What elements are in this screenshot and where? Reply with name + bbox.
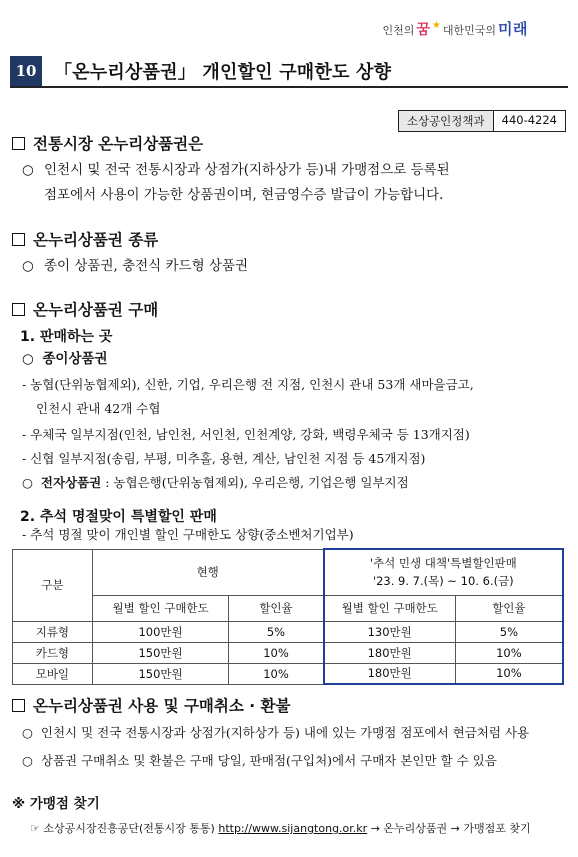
table-cell-new-rate: 5% [455, 621, 563, 642]
table-header-type: 구분 [13, 549, 93, 621]
list-item: - 우체국 일부지점(인천, 남인천, 서인천, 인천계양, 강화, 백령우체국 등 13개지점) [22, 427, 470, 442]
checkbox-square-icon [12, 303, 25, 316]
incheon-slogan-logo [382, 18, 528, 39]
special-header-title: '추석 민생 대책'특별할인판매 [369, 556, 517, 571]
table-row [13, 642, 564, 663]
table-subheader-limit: 월별 할인 구매한도 [92, 595, 229, 621]
paragraph-line: 점포에서 사용이 가능한 상품권이며, 현금영수증 발급이 가능합니다. [44, 187, 444, 203]
table-cell-type: 카드형 [13, 642, 93, 663]
table-cell-type: 모바일 [13, 663, 93, 684]
section-heading-3 [12, 298, 158, 320]
section-heading-1 [12, 132, 203, 154]
special-header-period: '23. 9. 7.(목) ~ 10. 6.(금) [372, 574, 514, 589]
table-cell-type: 지류형 [13, 621, 93, 642]
department-name: 소상공인정책과 [399, 111, 494, 131]
star-icon: ★ [431, 20, 441, 31]
section-heading-text: 온누리상품권 사용 및 구매취소 · 환불 [33, 697, 291, 715]
section-2-item [22, 254, 562, 279]
section-heading-2 [12, 228, 158, 250]
circle-bullet-icon: ○ [22, 753, 33, 768]
pointing-hand-icon: ☞ [30, 822, 40, 835]
section-4-item-2 [22, 750, 567, 772]
section-heading-text: 전통시장 온누리상품권은 [33, 135, 204, 153]
paragraph-line: 인천시 및 전국 전통시장과 상점가(지하상가 등)내 가맹점으로 등록된 [44, 162, 450, 178]
label-text: 종이상품권 [42, 351, 108, 367]
checkbox-square-icon [12, 137, 25, 150]
list-item-text: : 농협은행(단위농협제외), 우리은행, 기업은행 일부지점 [105, 475, 409, 490]
list-item: 종이 상품권, 충전식 카드형 상품권 [44, 258, 249, 274]
table-cell-current-limit: 150만원 [92, 642, 229, 663]
table-cell-current-rate: 10% [229, 663, 324, 684]
section-heading-text: 온누리상품권 종류 [33, 231, 159, 249]
list-item: - 농협(단위농협제외), 신한, 기업, 우리은행 전 지점, 인천시 관내 53개 새마을금고, [22, 377, 474, 392]
table-cell-new-rate: 10% [455, 642, 563, 663]
organization-name: 소상공시장진흥공단(전통시장 통통) [43, 822, 215, 835]
subheading-sales-places: 1. 판매하는 곳 [20, 329, 113, 345]
circle-bullet-icon: ○ [22, 351, 34, 367]
table-cell-current-rate: 10% [229, 642, 324, 663]
table-subheader-rate: 할인율 [455, 595, 563, 621]
section-1-paragraph [22, 158, 562, 208]
section-heading-text: 온누리상품권 구매 [33, 301, 159, 319]
list-item: - 신협 일부지점(송림, 부평, 미추홀, 용현, 계산, 남인천 지점 등 45개지점) [22, 451, 426, 466]
list-item-text: 인천시 및 전국 전통시장과 상점가(지하상가 등) 내에 있는 가맹점 점포에서 현금처럼 사용 [40, 725, 530, 740]
table-cell-new-limit: 180만원 [324, 663, 456, 684]
circle-bullet-icon: ○ [22, 258, 34, 274]
logo-middle: 대한민국의 [442, 24, 497, 37]
table-row [13, 621, 564, 642]
circle-bullet-icon: ○ [22, 725, 33, 740]
logo-prefix: 인천의 [382, 24, 415, 37]
table-subheader-limit: 월별 할인 구매한도 [324, 595, 456, 621]
table-cell-new-limit: 180만원 [324, 642, 456, 663]
special-sale-description: - 추석 명절 맞이 개인별 할인 구매한도 상향(중소벤처기업부) [22, 527, 354, 542]
subheading-special-sale: 2. 추석 명절맞이 특별할인 판매 [20, 509, 217, 525]
department-phone: 440-4224 [501, 113, 557, 127]
logo-kkum: 꿈 [416, 22, 430, 38]
table-header-special [324, 549, 563, 595]
table-cell-current-limit: 100만원 [92, 621, 229, 642]
section-heading-4 [12, 694, 290, 716]
table-cell-current-rate: 5% [229, 621, 324, 642]
store-finder-heading: ※ 가맹점 찾기 [12, 796, 100, 812]
circle-bullet-icon: ○ [22, 475, 33, 490]
paper-voucher-label [22, 348, 567, 370]
checkbox-square-icon [12, 233, 25, 246]
label-text: 전자상품권 [40, 475, 102, 490]
section-4-item-1 [22, 722, 567, 744]
table-header-current: 현행 [92, 549, 323, 595]
checkbox-square-icon [12, 699, 25, 712]
table-cell-new-limit: 130만원 [324, 621, 456, 642]
table-subheader-rate: 할인율 [229, 595, 324, 621]
table-cell-new-rate: 10% [455, 663, 563, 684]
title-bar [10, 56, 568, 88]
circle-bullet-icon: ○ [22, 162, 34, 178]
list-item-text: 인천시 관내 42개 수협 [36, 401, 161, 416]
list-item-continued [22, 398, 567, 420]
store-finder-line [30, 820, 531, 836]
list-item-text: 상품권 구매취소 및 환불은 구매 당일, 판매점(구입처)에서 구매자 본인만 할 수 있음 [40, 753, 497, 768]
section-number: 10 [10, 56, 42, 86]
sijangtong-link[interactable]: http://www.sijangtong.or.kr [218, 822, 368, 835]
table-row [13, 663, 564, 684]
logo-mirae: 미래 [498, 20, 528, 38]
discount-limit-table [12, 548, 564, 685]
navigation-path: → 온누리상품권 → 가맹점포 찾기 [370, 822, 531, 835]
page-title: 「온누리상품권」 개인할인 구매한도 상향 [54, 62, 392, 83]
table-cell-current-limit: 150만원 [92, 663, 229, 684]
department-contact [398, 110, 566, 132]
electronic-voucher-line [22, 472, 567, 494]
